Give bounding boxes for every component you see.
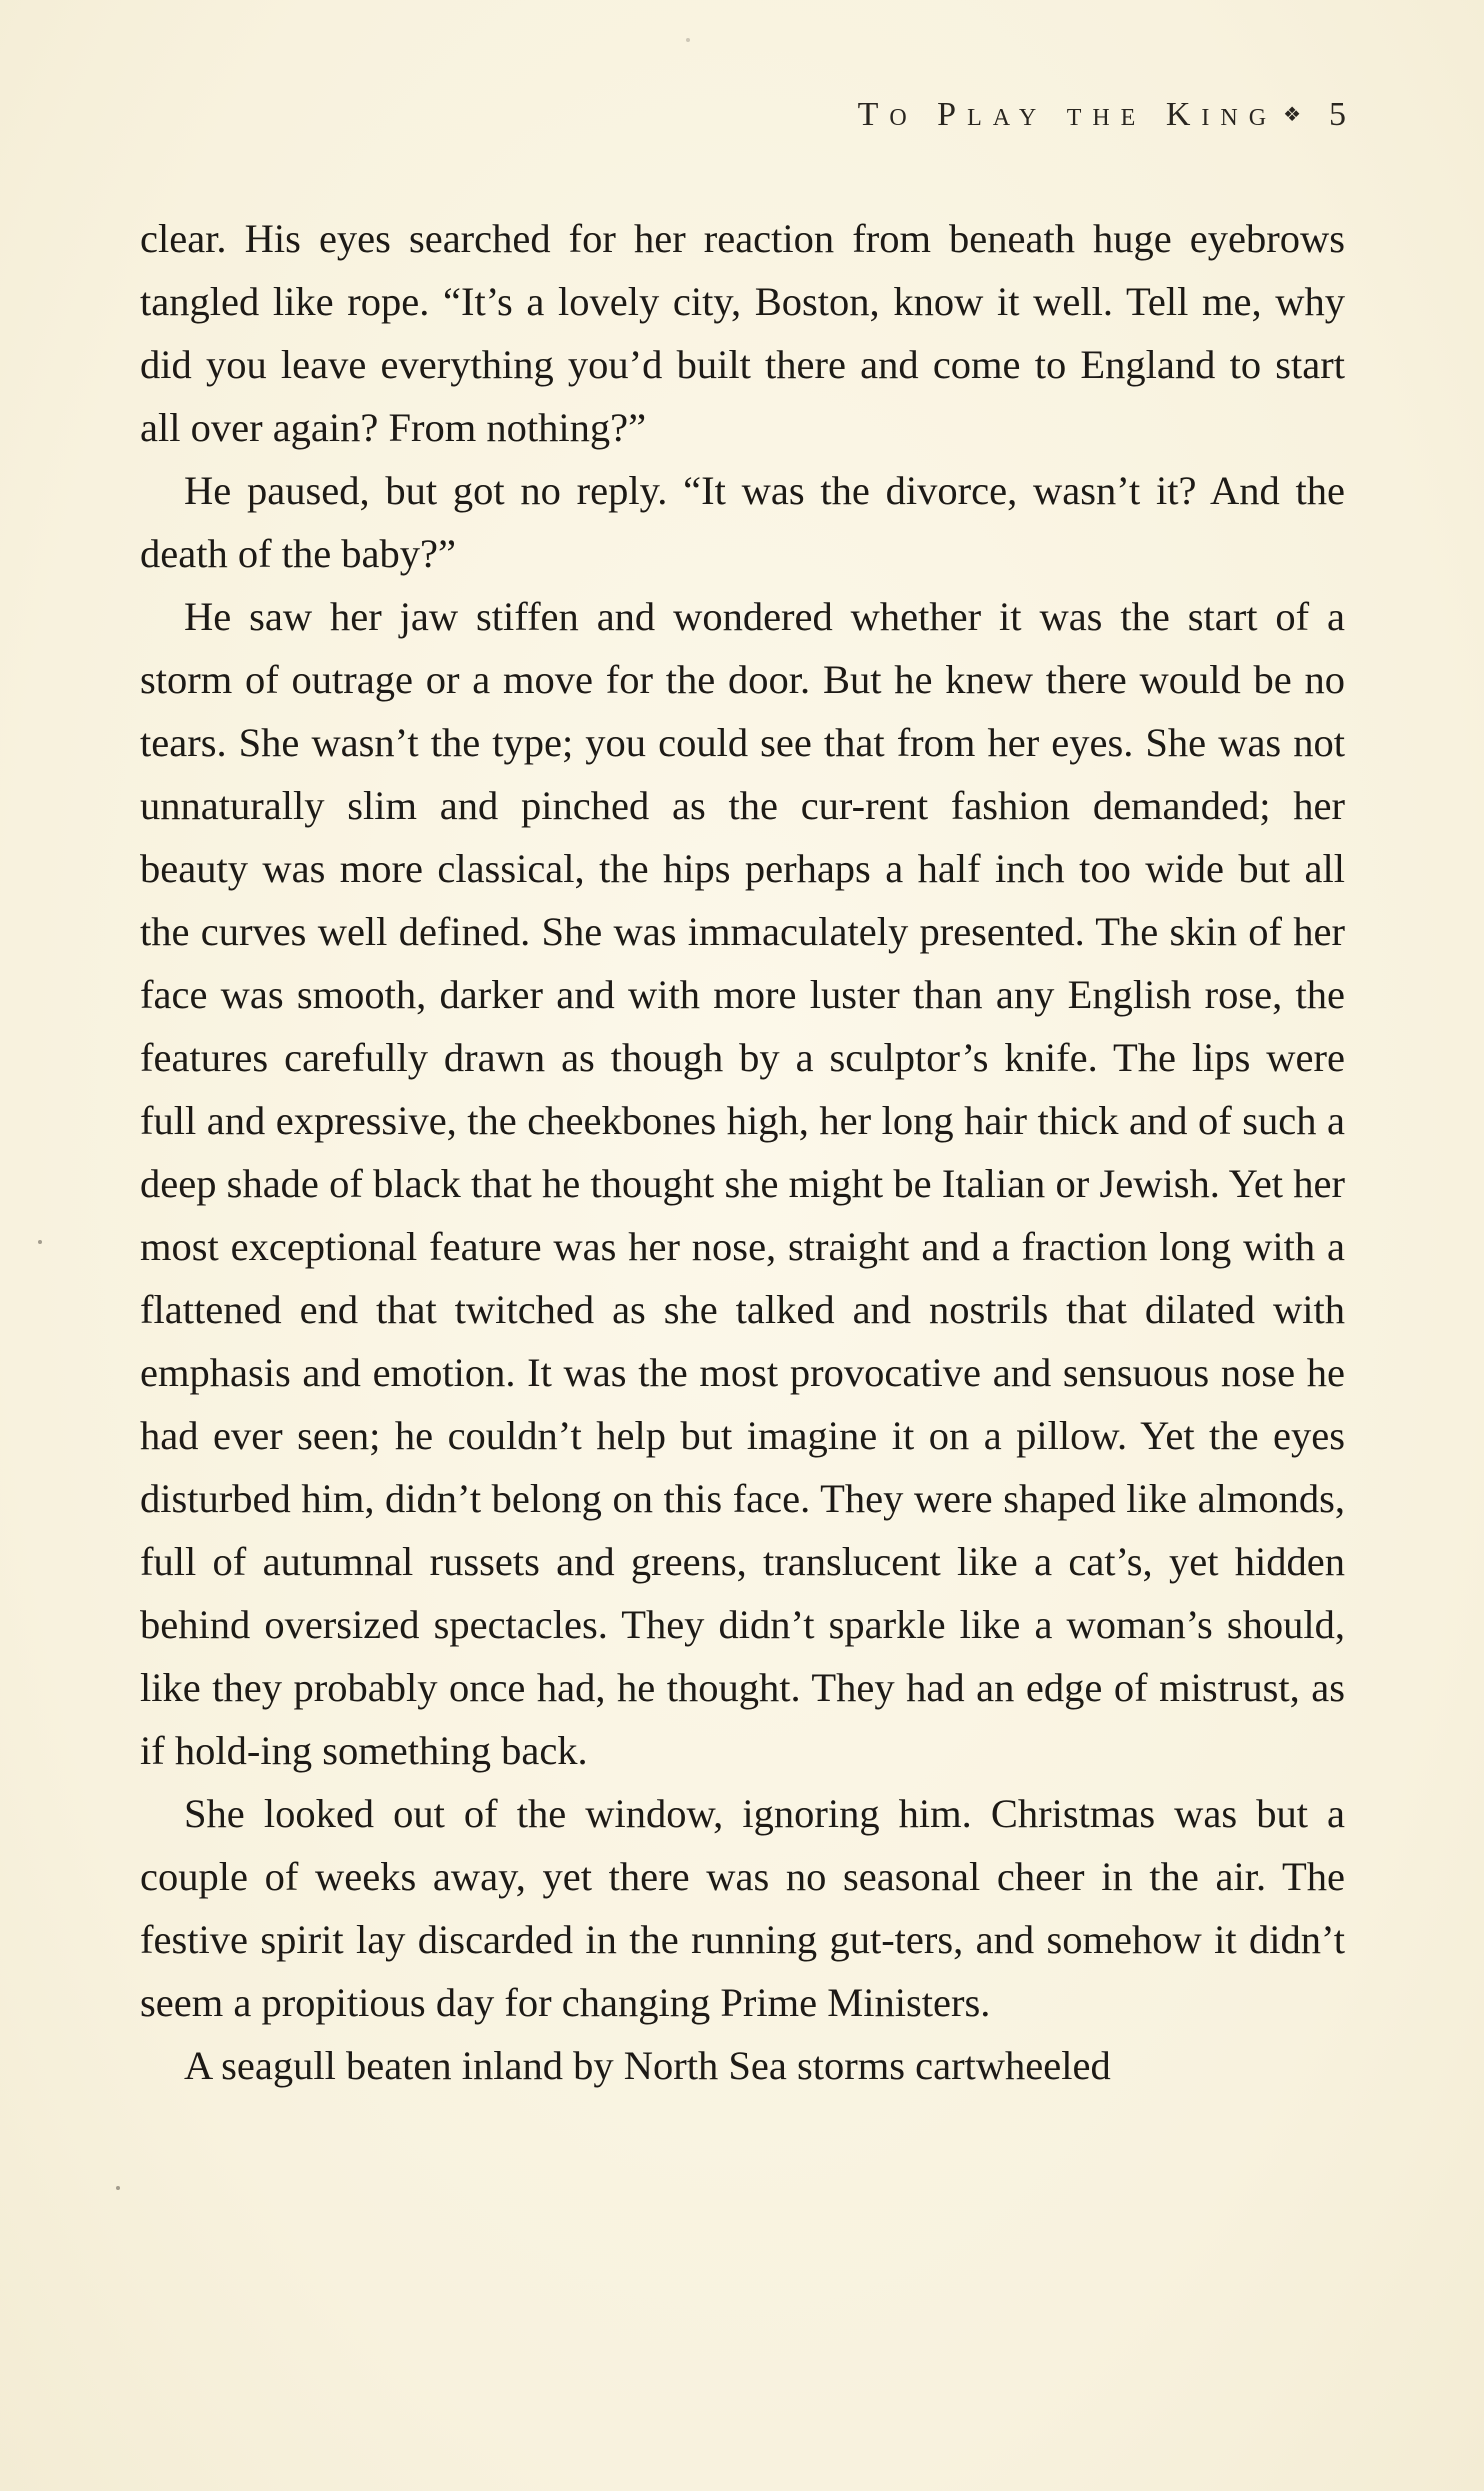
paragraph: He paused, but got no reply. “It was the divorce, wasn’t it? And the death of the baby?”	[140, 468, 1345, 576]
paragraph: clear. His eyes searched for her reaction from beneath huge eyebrows tangled like rope. “It’s a lovely city, Boston, know it well. Tell me, why did you leave everything you’d built there and come to England to start all over again? From nothing?”	[140, 216, 1345, 450]
ornament-icon: ❖	[1283, 104, 1301, 126]
paragraph: He saw her jaw stiffen and wondered whether it was the start of a storm of outrage or a move for the door. But he knew there would be no tears. She wasn’t the type; you could see that from her eyes. She was not unnaturally slim and pinched as the cur-rent fashion demanded; her beauty was more classical, the hips perhaps a half inch too wide but all the curves well defined. She was immaculately presented. The skin of her face was smooth, darker and with more luster than any English rose, the features carefully drawn as though by a sculptor’s knife. The lips were full and expressive, the cheekbones high, her long hair thick and of such a deep shade of black that he thought she might be Italian or Jewish. Yet her most exceptional feature was her nose, straight and a fraction long with a flattened end that twitched as she talked and nostrils that dilated with emphasis and emotion. It was the most provocative and sensuous nose he had ever seen; he couldn’t help but imagine it on a pillow. Yet the eyes disturbed him, didn’t belong on this face. They were shaped like almonds, full of autumnal russets and greens, translucent like a cat’s, yet hidden behind oversized spectacles. They didn’t sparkle like a woman’s should, like they probably once had, he thought. They had an edge of mistrust, as if hold-ing something back.	[140, 594, 1345, 1773]
paper-speck	[38, 1240, 42, 1244]
paragraph: She looked out of the window, ignoring him. Christmas was but a couple of weeks away, yet there was no seasonal cheer in the air. The festive spirit lay discarded in the running gut-ters, and somehow it didn’t seem a propitious day for changing Prime Ministers.	[140, 1791, 1345, 2025]
running-head	[858, 96, 1346, 134]
page-number: 5	[1329, 96, 1346, 133]
running-head-title: To Play the King	[857, 96, 1278, 133]
paragraph: A seagull beaten inland by North Sea storms cartwheeled	[184, 2043, 1111, 2088]
paper-speck	[116, 2186, 120, 2190]
paper-speck	[686, 38, 690, 42]
body-text	[140, 207, 1345, 2097]
